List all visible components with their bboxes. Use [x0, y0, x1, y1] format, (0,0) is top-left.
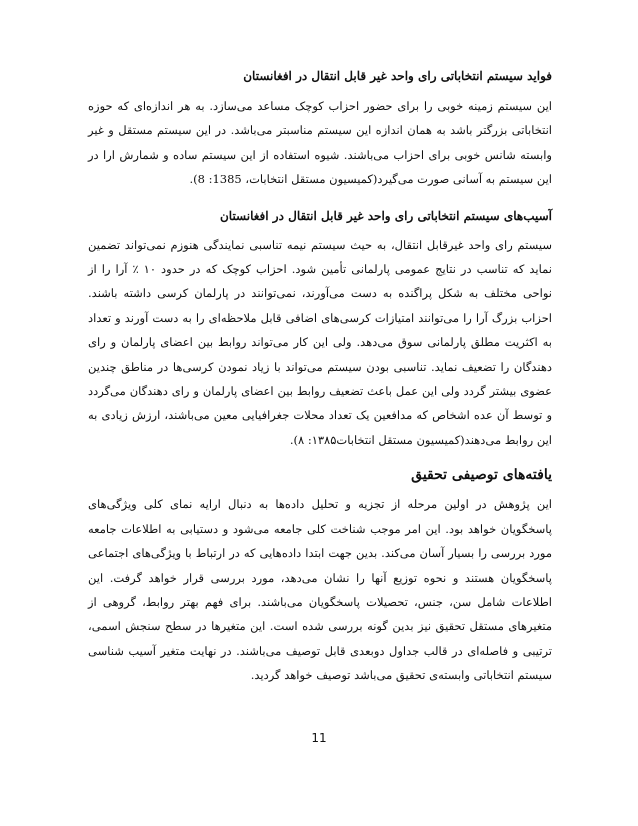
section-paragraph-findings: این پژوهش در اولین مرحله از تجزیه و تحلیل داده‌ها به دنبال ارایه نمای کلی ویژگی‌های پاسخگویان خواهد بود. این امر موجب شناخت کلی جامعه می‌شود و دستیابی به اطلاعات جامعه مورد بررسی را بسیار آسان می‌کند. بدین جهت ابتدا داده‌هایی که در ارتباط با ویژگی‌های اجتماعی پاسخگویان هستند و نحوه توزیع آنها را نشان می‌دهد، مورد بررسی قرار خواهد گرفت. این اطلاعات شامل سن، جنس، تحصیلات پاسخگویان می‌باشند. برای فهم بهتر روابط، گروهی از متغیرهای مستقل تحقیق نیز بدین گونه بررسی شده است. این متغیرها در سطح سنجش اسمی، ترتیبی و فاصله‌ای در قالب جداول دوبعدی قابل توصیف می‌باشند. در نهایت متغیر آسیب شناسی سیستم انتخاباتی وابسته‌ی تحقیق می‌باشد توصیف خواهد گردید. — [88, 497, 552, 683]
section-paragraph-drawbacks: سیستم رای واحد غیرقابل انتقال، به حیث سیستم نیمه تناسبی نمایندگی هنوزم نمی‌تواند تضمین نماید که تناسب در نتایج عمومی پارلمانی تأمین شود. احزاب کوچک که در حدود ۱۰ ٪ آرا را از نواحی مختلف به شکل پراگنده به دست می‌آورند، نمی‌توانند در پارلمان کرسی داشته باشند. احزاب بزرگ آرا را می‌توانند امتیازات کرسی‌های اضافی قابل ملاحظه‌ای را به دست آورند و تعداد به اکثریت مطلق پارلمانی سوق می‌دهد. ولی این کار می‌تواند روابط بین اعضای پارلمان و رای دهندگان را تضعیف نماید. تناسبی بودن سیستم می‌تواند با زیاد نمودن کرسی‌ها در مناطق چندین عضوی بیشتر گردد ولی این عمل باعث تضعیف روابط بین اعضای پارلمان و رای دهندگان می‌گردد و توسط آن عده اشخاص که مدافعین یک تعداد محلات جغرافیایی معین می‌باشند، ارزش زیادی به این روابط می‌دهند(کمیسیون مستقل انتخابات۱۳۸۵: ۸). — [88, 237, 552, 447]
section-heading-advantages: فواید سیستم انتخاباتی رای واحد غیر قابل انتقال در افغانستان — [243, 69, 552, 83]
section-heading-findings: یافته‌های توصیفی تحقیق — [411, 467, 552, 484]
page-number: 11 — [311, 731, 327, 745]
section-paragraph-advantages: این سیستم زمینه خوبی را برای حضور احزاب کوچک مساعد می‌سازد. به هر اندازه‌ای که حوزه انتخاباتی بزرگتر باشد به همان اندازه این سیستم مناسبتر می‌باشد. در این سیستم مستقل و غیر وابسته شانس خوبی برای احزاب می‌باشند. شیوه استفاده از این سیستم ساده و شمارش ارا در این سیستم به آسانی صورت می‌گیرد(کمیسیون مستقل انتخابات، 1385: 8). — [88, 99, 552, 187]
section-heading-drawbacks: آسیب‌های سیستم انتخاباتی رای واحد غیر قابل انتقال در افغانستان — [219, 208, 552, 223]
page-content — [88, 66, 552, 688]
